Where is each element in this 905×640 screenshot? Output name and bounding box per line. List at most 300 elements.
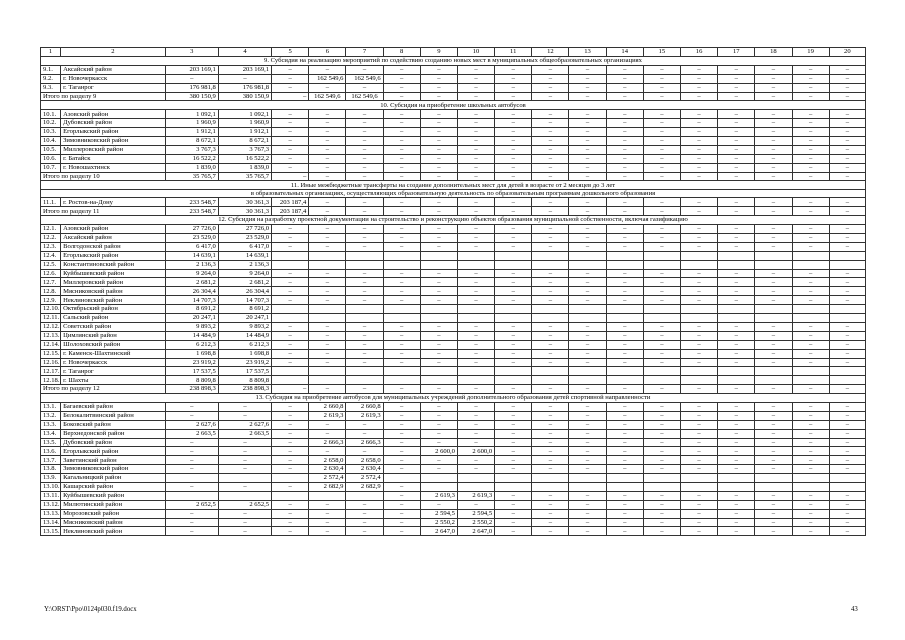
value-cell: – [457, 322, 494, 331]
value-cell: – [272, 137, 309, 146]
value-cell: – [532, 287, 569, 296]
value-cell: 23 919,2 [218, 358, 271, 367]
table-row [41, 322, 866, 331]
value-cell: – [792, 340, 829, 349]
value-cell: – [383, 322, 420, 331]
value-cell: – [420, 411, 457, 420]
value-cell: – [309, 154, 346, 163]
value-cell: – [829, 331, 865, 340]
table-row [41, 482, 866, 491]
table-row [41, 83, 866, 92]
table-row [41, 305, 866, 314]
value-cell: – [718, 456, 755, 465]
value-cell: – [383, 358, 420, 367]
municipality-name: г. Таганрог [61, 367, 166, 376]
municipality-name: Шолоховский район [61, 340, 166, 349]
value-cell: 2 572,4 [309, 474, 346, 483]
value-cell: – [495, 119, 532, 128]
value-cell: – [718, 287, 755, 296]
value-cell: – [532, 447, 569, 456]
value-cell: – [718, 74, 755, 83]
value-cell: – [272, 74, 309, 83]
value-cell: – [792, 137, 829, 146]
value-cell: 17 537,5 [218, 367, 271, 376]
value-cell [680, 260, 717, 269]
value-cell: – [643, 198, 680, 207]
table-row [41, 411, 866, 420]
value-cell [272, 474, 309, 483]
value-cell: – [272, 83, 309, 92]
total-label: Итого по разделу 11 [41, 207, 166, 216]
table-row [41, 154, 866, 163]
value-cell: – [532, 242, 569, 251]
value-cell: – [680, 234, 717, 243]
value-cell: – [755, 411, 792, 420]
value-cell: – [718, 296, 755, 305]
value-cell [309, 260, 346, 269]
total-cell: – [420, 92, 457, 101]
table-body [41, 48, 866, 536]
table-row [41, 527, 866, 536]
value-cell: – [829, 74, 865, 83]
value-cell: – [218, 402, 271, 411]
municipality-name: Волгодонской район [61, 242, 166, 251]
value-cell: – [643, 358, 680, 367]
row-number: 9.1. [41, 65, 61, 74]
municipality-name: Заветинский район [61, 456, 166, 465]
value-cell: – [383, 456, 420, 465]
municipality-name: Дубовский район [61, 438, 166, 447]
value-cell: – [643, 296, 680, 305]
value-cell: – [718, 518, 755, 527]
value-cell: 2 619,3 [420, 491, 457, 500]
value-cell: – [420, 119, 457, 128]
value-cell: – [272, 242, 309, 251]
value-cell: – [495, 509, 532, 518]
table-row [41, 269, 866, 278]
row-number: 12.6. [41, 269, 61, 278]
value-cell: 8 672,1 [218, 137, 271, 146]
value-cell [680, 305, 717, 314]
value-cell: – [643, 491, 680, 500]
value-cell: 20 247,1 [218, 314, 271, 323]
total-cell: – [606, 172, 643, 181]
value-cell: – [569, 465, 606, 474]
value-cell: – [606, 234, 643, 243]
value-cell: – [643, 322, 680, 331]
row-number: 12.10. [41, 305, 61, 314]
value-cell [792, 260, 829, 269]
value-cell: 2 647,0 [457, 527, 494, 536]
value-cell: – [792, 287, 829, 296]
value-cell [309, 251, 346, 260]
value-cell: – [272, 500, 309, 509]
value-cell: – [792, 242, 829, 251]
value-cell: – [829, 402, 865, 411]
table-row [41, 260, 866, 269]
value-cell: – [309, 287, 346, 296]
total-cell: – [755, 92, 792, 101]
value-cell [495, 474, 532, 483]
value-cell: – [829, 447, 865, 456]
value-cell: 2 682,9 [346, 482, 383, 491]
value-cell: – [792, 269, 829, 278]
value-cell: – [532, 74, 569, 83]
value-cell: – [383, 269, 420, 278]
value-cell [606, 367, 643, 376]
value-cell: – [309, 128, 346, 137]
section-title-row [41, 394, 866, 403]
value-cell [272, 376, 309, 385]
value-cell: – [346, 518, 383, 527]
table-row [41, 65, 866, 74]
value-cell: – [346, 154, 383, 163]
value-cell: – [755, 331, 792, 340]
value-cell: – [165, 447, 218, 456]
value-cell [309, 491, 346, 500]
value-cell: – [569, 402, 606, 411]
total-cell: – [457, 92, 494, 101]
value-cell [532, 314, 569, 323]
value-cell: – [532, 225, 569, 234]
value-cell: – [532, 83, 569, 92]
value-cell [457, 474, 494, 483]
value-cell: – [606, 296, 643, 305]
value-cell: – [495, 340, 532, 349]
municipality-name: Егорлыкский район [61, 128, 166, 137]
value-cell: – [532, 137, 569, 146]
municipality-name: г. Ростов-на-Дону [61, 198, 166, 207]
value-cell: – [792, 429, 829, 438]
value-cell: – [829, 119, 865, 128]
total-cell: 233 548,7 [165, 207, 218, 216]
table-row [41, 119, 866, 128]
value-cell: – [495, 518, 532, 527]
value-cell: – [309, 340, 346, 349]
value-cell: – [643, 163, 680, 172]
value-cell: – [383, 491, 420, 500]
value-cell: – [718, 234, 755, 243]
value-cell: – [829, 349, 865, 358]
municipality-name: Куйбышевский район [61, 491, 166, 500]
table-row [41, 509, 866, 518]
value-cell: 2 619,3 [457, 491, 494, 500]
value-cell: – [569, 198, 606, 207]
value-cell: – [420, 296, 457, 305]
value-cell: – [532, 420, 569, 429]
value-cell: – [643, 420, 680, 429]
value-cell: 23 529,0 [218, 234, 271, 243]
value-cell: – [606, 465, 643, 474]
value-cell [718, 474, 755, 483]
value-cell: – [718, 491, 755, 500]
value-cell: – [309, 429, 346, 438]
municipality-name: Дубовский район [61, 119, 166, 128]
value-cell: – [457, 137, 494, 146]
value-cell [718, 376, 755, 385]
total-cell: – [532, 92, 569, 101]
value-cell: 9 893,2 [218, 322, 271, 331]
value-cell: – [383, 340, 420, 349]
value-cell [272, 305, 309, 314]
value-cell: – [606, 225, 643, 234]
value-cell [792, 251, 829, 260]
value-cell: – [532, 128, 569, 137]
value-cell [643, 251, 680, 260]
row-number: 12.16. [41, 358, 61, 367]
municipality-name: г. Шахты [61, 376, 166, 385]
total-cell: 380 150,9 [165, 92, 218, 101]
total-row [41, 172, 866, 181]
value-cell: – [346, 119, 383, 128]
column-header: 18 [755, 48, 792, 57]
value-cell: – [829, 296, 865, 305]
value-cell: 233 548,7 [165, 198, 218, 207]
value-cell: – [218, 411, 271, 420]
total-cell: 162 549,6 [309, 92, 346, 101]
value-cell: – [569, 119, 606, 128]
value-cell [755, 305, 792, 314]
column-header: 4 [218, 48, 271, 57]
value-cell: – [532, 509, 569, 518]
value-cell: 2 594,5 [420, 509, 457, 518]
value-cell [792, 376, 829, 385]
value-cell: 2 627,6 [218, 420, 271, 429]
municipality-name: Неклиновский район [61, 296, 166, 305]
value-cell: – [680, 402, 717, 411]
value-cell: – [569, 447, 606, 456]
value-cell [755, 474, 792, 483]
value-cell [383, 260, 420, 269]
value-cell: – [680, 465, 717, 474]
value-cell: – [643, 500, 680, 509]
value-cell: – [606, 420, 643, 429]
row-number: 11.1. [41, 198, 61, 207]
value-cell: 20 247,1 [165, 314, 218, 323]
value-cell [272, 251, 309, 260]
value-cell: – [569, 110, 606, 119]
value-cell: 6 417,0 [165, 242, 218, 251]
value-cell: – [495, 287, 532, 296]
municipality-name: Багаевский район [61, 402, 166, 411]
value-cell: 26 304,4 [165, 287, 218, 296]
row-number: 13.1. [41, 402, 61, 411]
total-cell: – [680, 92, 717, 101]
value-cell: – [532, 198, 569, 207]
total-cell: – [569, 92, 606, 101]
value-cell: – [569, 411, 606, 420]
value-cell [420, 367, 457, 376]
total-cell: – [495, 207, 532, 216]
value-cell: – [346, 225, 383, 234]
value-cell: – [272, 322, 309, 331]
row-number: 12.11. [41, 314, 61, 323]
table-row [41, 278, 866, 287]
value-cell: – [643, 287, 680, 296]
value-cell [457, 482, 494, 491]
column-header: 14 [606, 48, 643, 57]
value-cell [532, 260, 569, 269]
section-title-row [41, 57, 866, 66]
value-cell: – [680, 242, 717, 251]
value-cell: – [606, 163, 643, 172]
value-cell: – [755, 491, 792, 500]
value-cell: – [383, 145, 420, 154]
table-row [41, 367, 866, 376]
total-cell: – [532, 172, 569, 181]
value-cell: – [606, 242, 643, 251]
value-cell: – [532, 65, 569, 74]
value-cell: – [218, 527, 271, 536]
value-cell [420, 474, 457, 483]
value-cell: – [829, 500, 865, 509]
value-cell: – [829, 278, 865, 287]
total-cell: – [643, 207, 680, 216]
value-cell: – [346, 128, 383, 137]
value-cell: 2 627,6 [165, 420, 218, 429]
value-cell [495, 251, 532, 260]
value-cell: – [495, 145, 532, 154]
value-cell: – [643, 234, 680, 243]
value-cell: – [680, 296, 717, 305]
value-cell [569, 482, 606, 491]
total-cell: – [829, 172, 865, 181]
value-cell [309, 305, 346, 314]
value-cell: – [457, 438, 494, 447]
total-cell: 35 765,7 [165, 172, 218, 181]
value-cell: – [680, 83, 717, 92]
value-cell: – [718, 500, 755, 509]
municipality-name: Милютинский район [61, 500, 166, 509]
value-cell: – [606, 527, 643, 536]
value-cell [457, 305, 494, 314]
value-cell: – [569, 340, 606, 349]
value-cell: 14 707,3 [218, 296, 271, 305]
value-cell: 30 361,3 [218, 198, 271, 207]
value-cell: – [495, 527, 532, 536]
value-cell: – [165, 456, 218, 465]
value-cell: – [643, 119, 680, 128]
value-cell: – [792, 411, 829, 420]
row-number: 12.8. [41, 287, 61, 296]
value-cell: – [309, 65, 346, 74]
value-cell: – [718, 65, 755, 74]
column-header: 16 [680, 48, 717, 57]
value-cell: – [309, 198, 346, 207]
municipality-name: Морозовский район [61, 509, 166, 518]
value-cell [718, 251, 755, 260]
value-cell: – [495, 154, 532, 163]
value-cell [165, 491, 218, 500]
column-header: 2 [61, 48, 166, 57]
value-cell: – [495, 234, 532, 243]
value-cell: – [420, 198, 457, 207]
value-cell [643, 376, 680, 385]
value-cell: 2 666,3 [346, 438, 383, 447]
value-cell: 1 698,8 [218, 349, 271, 358]
value-cell [606, 305, 643, 314]
value-cell: – [420, 349, 457, 358]
municipality-name: г. Новочеркасск [61, 74, 166, 83]
value-cell [346, 376, 383, 385]
value-cell [755, 482, 792, 491]
value-cell: – [792, 465, 829, 474]
row-number: 13.14. [41, 518, 61, 527]
value-cell [829, 251, 865, 260]
value-cell: – [569, 358, 606, 367]
value-cell: 162 549,6 [346, 74, 383, 83]
value-cell: – [718, 269, 755, 278]
value-cell: – [457, 331, 494, 340]
value-cell [829, 305, 865, 314]
section-title-row [41, 181, 866, 190]
value-cell [829, 474, 865, 483]
value-cell [457, 260, 494, 269]
value-cell: – [792, 83, 829, 92]
value-cell: 1 839,0 [165, 163, 218, 172]
value-cell: 2 630,4 [309, 465, 346, 474]
value-cell: 1 092,1 [218, 110, 271, 119]
value-cell: – [643, 456, 680, 465]
value-cell [643, 482, 680, 491]
value-cell: – [569, 491, 606, 500]
table-row [41, 128, 866, 137]
value-cell [606, 482, 643, 491]
value-cell: – [532, 402, 569, 411]
total-cell: – [680, 207, 717, 216]
value-cell: – [309, 145, 346, 154]
value-cell [346, 491, 383, 500]
value-cell: – [643, 137, 680, 146]
value-cell: – [755, 137, 792, 146]
value-cell: – [606, 154, 643, 163]
row-number: 13.4. [41, 429, 61, 438]
total-cell: – [532, 385, 569, 394]
value-cell: – [346, 509, 383, 518]
value-cell: – [792, 491, 829, 500]
value-cell: 1 092,1 [165, 110, 218, 119]
total-cell: – [309, 172, 346, 181]
total-cell: – [346, 207, 383, 216]
value-cell: – [420, 154, 457, 163]
value-cell: – [718, 110, 755, 119]
value-cell [420, 260, 457, 269]
value-cell: – [792, 420, 829, 429]
value-cell: – [346, 447, 383, 456]
value-cell: – [457, 128, 494, 137]
table-row [41, 518, 866, 527]
value-cell: – [829, 527, 865, 536]
value-cell: – [272, 456, 309, 465]
row-number: 13.2. [41, 411, 61, 420]
value-cell: – [792, 145, 829, 154]
value-cell: – [643, 65, 680, 74]
value-cell: – [272, 65, 309, 74]
value-cell: – [218, 74, 271, 83]
value-cell: 8 691,2 [218, 305, 271, 314]
value-cell: – [272, 358, 309, 367]
column-header: 15 [643, 48, 680, 57]
value-cell [495, 376, 532, 385]
value-cell: – [680, 322, 717, 331]
row-number: 13.10. [41, 482, 61, 491]
value-cell: 203 187,4 [272, 198, 309, 207]
value-cell: – [457, 429, 494, 438]
value-cell: – [495, 163, 532, 172]
value-cell: – [569, 287, 606, 296]
total-cell: – [309, 385, 346, 394]
value-cell: – [420, 128, 457, 137]
